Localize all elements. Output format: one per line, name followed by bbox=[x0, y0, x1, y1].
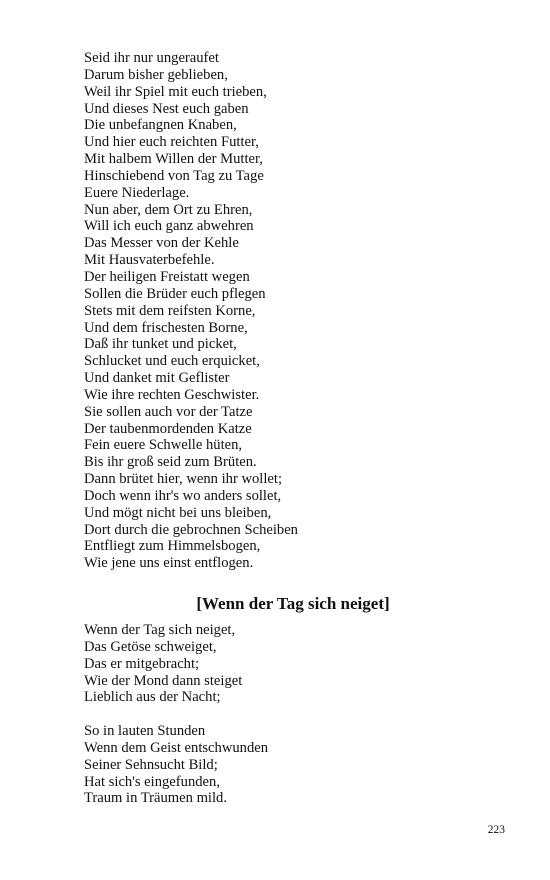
poem-line: Mit Hausvaterbefehle. bbox=[84, 252, 215, 269]
poem-line: Will ich euch ganz abwehren bbox=[84, 218, 254, 235]
poem-line: Nun aber, dem Ort zu Ehren, bbox=[84, 201, 253, 218]
poem-line: Wie jene uns einst entflogen. bbox=[84, 555, 254, 572]
poem-line: Der taubenmordenden Katze bbox=[84, 420, 252, 437]
poem-line: Und hier euch reichten Futter, bbox=[84, 134, 259, 151]
poem-line: Wenn dem Geist entschwunden bbox=[84, 739, 269, 756]
poem-line: Traum in Träumen mild. bbox=[84, 790, 227, 807]
poem-line: Weil ihr Spiel mit euch trieben, bbox=[84, 83, 267, 100]
poem-line: Hat sich's eingefunden, bbox=[84, 773, 220, 790]
poem-line: Das Messer von der Kehle bbox=[84, 235, 239, 252]
page-number: 223 bbox=[487, 824, 505, 836]
poem-title: [Wenn der Tag sich neiget] bbox=[196, 594, 390, 613]
poem-line: Wie ihre rechten Geschwister. bbox=[84, 386, 260, 403]
poem-line: Dort durch die gebrochnen Scheiben bbox=[84, 521, 298, 538]
poem-line: Doch wenn ihr's wo anders sollet, bbox=[84, 487, 282, 504]
poem-line: Wenn der Tag sich neiget, bbox=[84, 622, 236, 638]
poem-line: Stets mit dem reifsten Korne, bbox=[84, 302, 256, 319]
poem-line: Fein euere Schwelle hüten, bbox=[84, 437, 243, 454]
poem-line: Lieblich aus der Nacht; bbox=[84, 689, 221, 706]
poem-line: Schlucket und euch erquicket, bbox=[84, 353, 260, 370]
poem-2-stanza-2 bbox=[84, 723, 268, 807]
poem-line: Seiner Sehnsucht Bild; bbox=[84, 756, 218, 773]
poem-line: Dann brütet hier, wenn ihr wollet; bbox=[84, 471, 282, 488]
poem-continued-stanza bbox=[84, 50, 298, 572]
poem-line: Mit halbem Willen der Mutter, bbox=[84, 151, 263, 168]
poem-line: Der heiligen Freistatt wegen bbox=[84, 268, 250, 285]
poem-line: Seid ihr nur ungeraufet bbox=[84, 50, 219, 66]
poem-line: Bis ihr groß seid zum Brüten. bbox=[84, 454, 257, 471]
poem-line: Sie sollen auch vor der Tatze bbox=[84, 403, 253, 420]
poem-line: Und dieses Nest euch gaben bbox=[84, 100, 249, 117]
poem-line: Sollen die Brüder euch pflegen bbox=[84, 285, 266, 302]
poem-2-stanza-1 bbox=[84, 622, 242, 706]
poem-line: Entfliegt zum Himmelsbogen, bbox=[84, 538, 261, 555]
poem-line: Und mögt nicht bei uns bleiben, bbox=[84, 504, 272, 521]
poem-line: Hinschiebend von Tag zu Tage bbox=[84, 167, 264, 184]
poem-line: Das er mitgebracht; bbox=[84, 655, 200, 672]
poem-line: Darum bisher geblieben, bbox=[84, 66, 228, 83]
poem-line: Das Getöse schweiget, bbox=[84, 638, 217, 655]
poem-line: So in lauten Stunden bbox=[84, 723, 206, 739]
poem-line: Euere Niederlage. bbox=[84, 184, 190, 201]
poem-line: Die unbefangnen Knaben, bbox=[84, 117, 237, 134]
poem-line: Daß ihr tunket und picket, bbox=[84, 336, 237, 353]
poem-line: Wie der Mond dann steiget bbox=[84, 672, 243, 689]
poem-line: Und danket mit Geflister bbox=[84, 370, 230, 387]
poem-line: Und dem frischesten Borne, bbox=[84, 319, 248, 336]
